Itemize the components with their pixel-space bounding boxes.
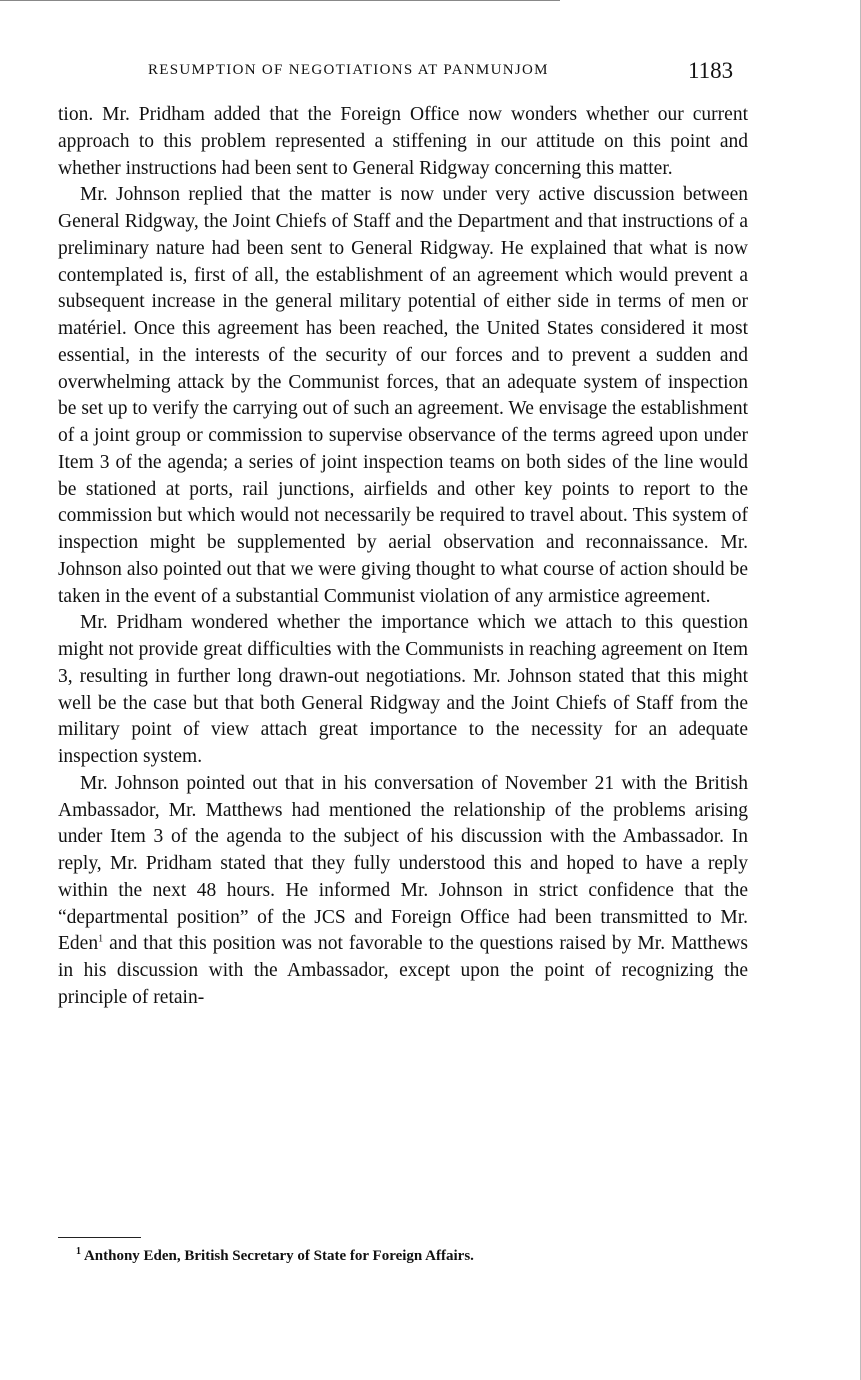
paragraph-text: Mr. Johnson pointed out that in his conversation of November 21 with the British Ambassador, Mr. Matthews had mentioned the relationship of the problems arising under Item 3 of the agenda to the subject of his discussion with the Ambassador. In reply, Mr. Pridham stated that they fully understood this and hoped to have a reply within the next 48 hours. He informed Mr. Johnson in strict confidence that the “departmental position” of the JCS and Foreign Office had been transmitted to Mr. Eden (58, 772, 748, 955)
paragraph (58, 182, 748, 610)
footnote-reference: 1 (98, 933, 104, 945)
paragraph-text: Mr. Johnson replied that the matter is now under very active discussion between General Ridgway, the Joint Chiefs of Staff and the Department and that instructions of a preliminary nature had been sent to General Ridgway. He explained that what is now contemplated is, first of all, the establishment of an agreement which would prevent a subsequent increase in the general military potential of either side in terms of men or matériel. Once this agreement has been reached, the United States considered it most essential, in the interests of the security of our forces and to prevent a sudden and overwhelming attack by the Communist forces, that an adequate system of inspection be set up to verify the carrying out of such an agreement. We envisage the establishment of a joint group or commission to supervise observance of the terms agreed upon under Item 3 of the agenda; a series of joint inspection teams on both sides of the line would be stationed at ports, rail junctions, airfields and other key points to report to the commission but which would not necessarily be required to travel about. This system of inspection might be supplemented by aerial observation and reconnaissance. Mr. Johnson also pointed out that we were giving thought to what course of action should be taken in the event of a substantial Communist violation of any armistice agreement. (58, 184, 748, 607)
running-head-title: RESUMPTION OF NEGOTIATIONS AT PANMUNJOM (148, 62, 549, 78)
body-text (58, 102, 748, 1012)
paragraph (58, 771, 748, 1012)
paragraph-text: and that this position was not favorable to the questions raised by Mr. Matthews in his discussion with the Ambassador, except upon the point of recognizing the principle of retain- (58, 933, 748, 1008)
footnote-marker: 1 (76, 1246, 81, 1257)
paragraph (58, 610, 748, 771)
footnote-divider (58, 1237, 141, 1238)
page-number: 1183 (688, 58, 734, 83)
footnote (76, 1248, 756, 1265)
paragraph-continued (58, 102, 748, 182)
running-head (148, 58, 748, 88)
footnote-text: Anthony Eden, British Secretary of State for Foreign Affairs. (83, 1248, 474, 1264)
scan-top-edge (0, 0, 560, 1)
paragraph-text: Mr. Pridham wondered whether the importance which we attach to this question might not provide great difficulties with the Communists in reaching agreement on Item 3, resulting in further long drawn-out negotiations. Mr. Johnson stated that this might well be the case but that both General Ridgway and the Joint Chiefs of Staff from the military point of view attach great importance to the necessity for an adequate inspection system. (58, 612, 748, 767)
paragraph-text: tion. Mr. Pridham added that the Foreign Office now wonders whether our current approach to this problem represented a stiffening in our attitude on this point and whether instructions had been sent to General Ridgway concerning this matter. (58, 104, 748, 179)
